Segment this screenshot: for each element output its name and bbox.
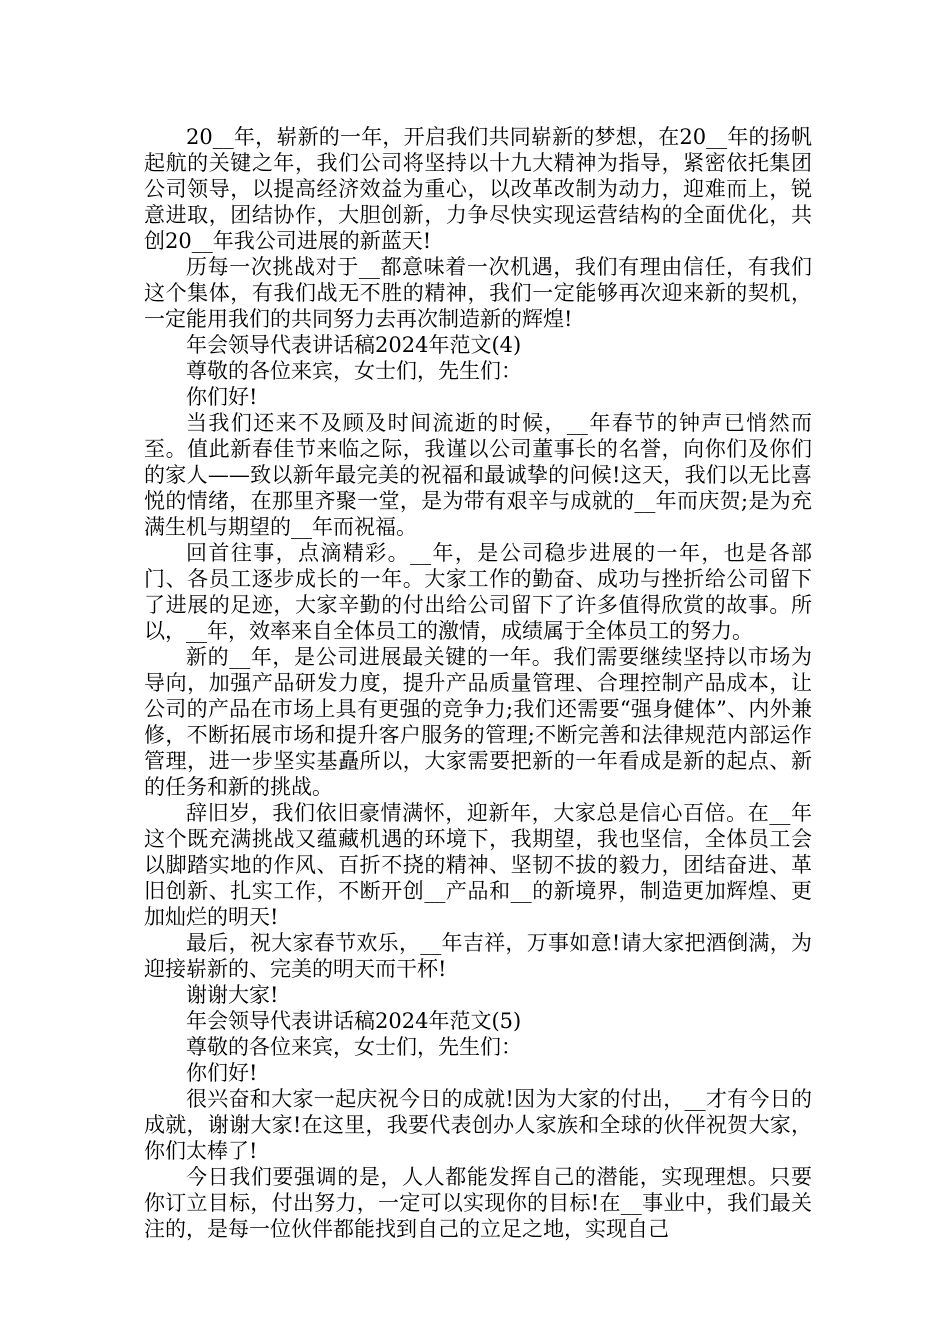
paragraph: 新的__年，是公司进展最关键的一年。我们需要继续坚持以市场为导向，加强产品研发力度，提升产品质量管理、合理控制产品成本，让公司的产品在市场上具有更强的竞争力;我们还需要“强身健体”、内外兼修，不断拓展市场和提升客户服务的管理;不断完善和法律规范内部运作管理，进一步坚实基矗所以，大家需要把新的一年看成是新的起点、新的任务和新的挑战。 bbox=[144, 645, 812, 799]
paragraph: 辞旧岁，我们依旧豪情满怀，迎新年，大家总是信心百倍。在__年这个既充满挑战又蕴藏机遇的环境下，我期望，我也坚信，全体员工会以脚踏实地的作风、百折不挠的精神、坚韧不拔的毅力，团结奋进、革旧创新、扎实工作，不断开创__产品和__的新境界，制造更加辉煌、更加灿烂的明天! bbox=[144, 801, 812, 929]
paragraph: 今日我们要强调的是，人人都能发挥自己的潜能，实现理想。只要你订立目标，付出努力，一定可以实现你的目标!在__事业中，我们最关注的，是每一位伙伴都能找到自己的立足之地，实现自己 bbox=[144, 1165, 812, 1241]
paragraph: 最后，祝大家春节欢乐，__年吉祥，万事如意!请大家把酒倒满，为迎接崭新的、完美的明天而干杯! bbox=[144, 931, 812, 981]
section-heading: 年会领导代表讲话稿2024年范文(4) bbox=[186, 333, 522, 357]
salutation: 尊敬的各位来宾，女士们，先生们： bbox=[186, 1035, 522, 1059]
paragraph: 回首往事，点滴精彩。__年，是公司稳步进展的一年，也是各部门、各员工逐步成长的一年。大家工作的勤奋、成功与挫折给公司留下了进展的足迹，大家辛勤的付出给公司留下了许多值得欣赏的故事。所以，__年，效率来自全体员工的激情，成绩属于全体员工的努力。 bbox=[144, 541, 812, 643]
section-heading: 年会领导代表讲话稿2024年范文(5) bbox=[186, 1009, 522, 1033]
document-body bbox=[144, 124, 812, 1242]
paragraph: 20__年，崭新的一年，开启我们共同崭新的梦想，在20__年的扬帆起航的关键之年，我们公司将坚持以十九大精神为指导，紧密依托集团公司领导，以提高经济效益为重心，以改革改制为动力，迎难而上，锐意进取，团结协作，大胆创新，力争尽快实现运营结构的全面优化，共创20__年我公司进展的新蓝天! bbox=[144, 125, 812, 253]
paragraph: 很兴奋和大家一起庆祝今日的成就!因为大家的付出，__才有今日的成就，谢谢大家!在这里，我要代表创办人家族和全球的伙伴祝贺大家，你们太棒了! bbox=[144, 1087, 812, 1163]
paragraph: 当我们还来不及顾及时间流逝的时候，__年春节的钟声已悄然而至。值此新春佳节来临之际，我谨以公司董事长的名誉，向你们及你们的家人——致以新年最完美的祝福和最诚挚的问候!这天，我们以无比喜悦的情绪，在那里齐聚一堂，是为带有艰辛与成就的__年而庆贺;是为充满生机与期望的__年而祝福。 bbox=[144, 411, 812, 539]
paragraph: 历每一次挑战对于__都意味着一次机遇，我们有理由信任，有我们这个集体，有我们战无不胜的精神，我们一定能够再次迎来新的契机，一定能用我们的共同努力去再次制造新的辉煌! bbox=[144, 255, 812, 331]
closing-thanks: 谢谢大家! bbox=[186, 983, 279, 1007]
greeting: 你们好! bbox=[186, 385, 258, 409]
salutation: 尊敬的各位来宾，女士们，先生们： bbox=[186, 359, 522, 383]
greeting: 你们好! bbox=[186, 1061, 258, 1085]
